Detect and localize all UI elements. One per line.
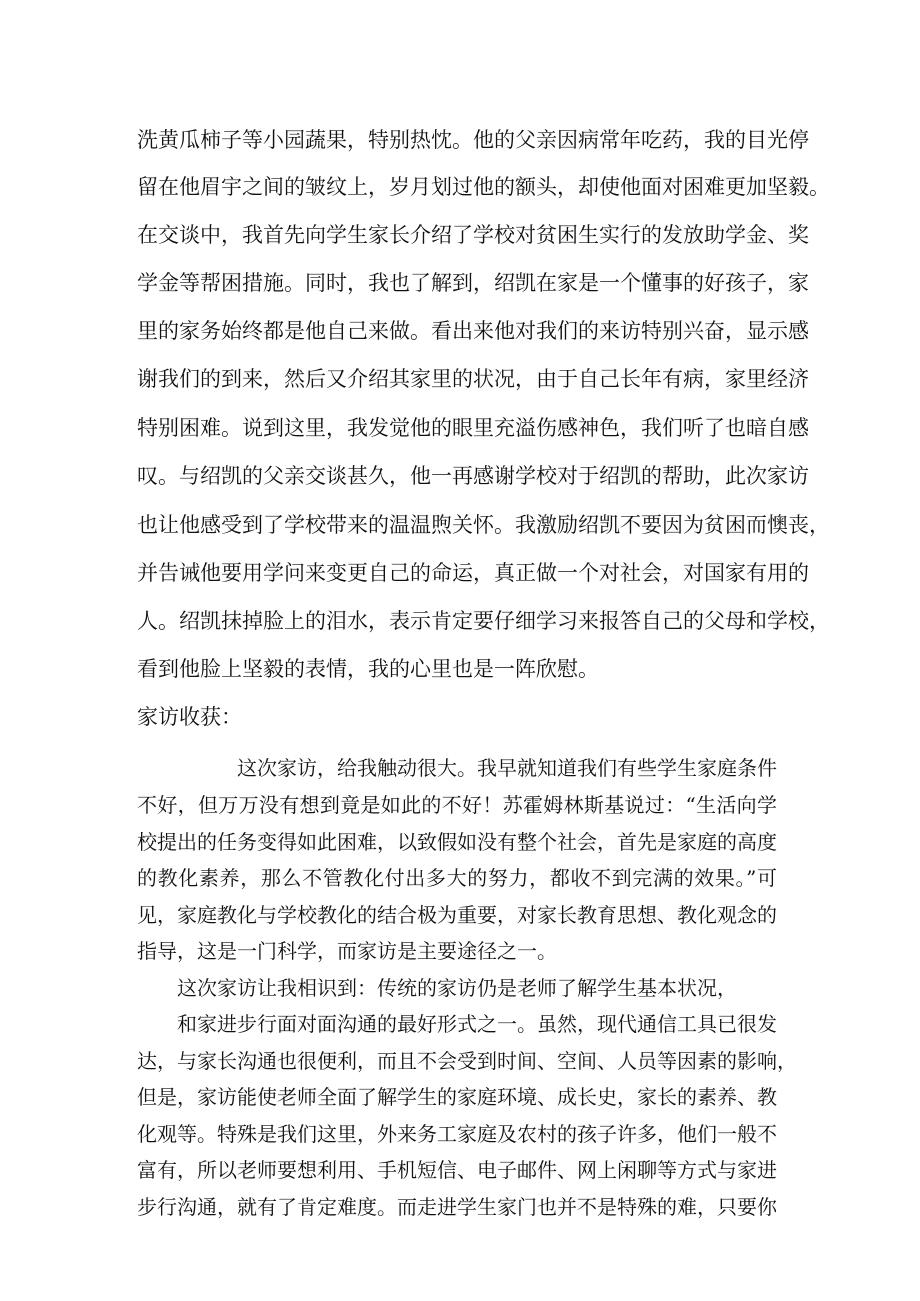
paragraph-line: 看到他脸上坚毅的表情，我的心里也是一阵欣慰。: [137, 657, 599, 681]
paragraph-line: 并告诫他要用学问来变更自己的命运，真正做一个对社会，对国家有用的: [137, 561, 809, 585]
paragraph-line: 留在他眉宇之间的皱纹上，岁月划过他的额头，却使他面对困难更加坚毅。: [137, 175, 830, 199]
paragraph-line: 富有，所以老师要想利用、手机短信、电子邮件、网上闲聊等方式与家进: [137, 1158, 777, 1182]
paragraph-line: 和家进步行面对面沟通的最好形式之一。虽然，现代通信工具已很发: [177, 1012, 777, 1036]
paragraph-line: 校提出的任务变得如此困难，以致假如没有整个社会，首先是家庭的高度: [137, 830, 777, 854]
paragraph-line: 见，家庭教化与学校教化的结合极为重要，对家长教育思想、教化观念的: [137, 903, 777, 927]
paragraph-line: 叹。与绍凯的父亲交谈甚久，他一再感谢学校对于绍凯的帮助，此次家访: [137, 464, 809, 488]
paragraph-line: 谢我们的到来，然后又介绍其家里的状况，由于自己长年有病，家里经济: [137, 367, 809, 391]
paragraph-line: 的教化素养，那么不管教化付出多大的努力，都收不到完满的效果。”可: [137, 866, 777, 890]
paragraph-line: 步行沟通，就有了肯定难度。而走进学生家门也并不是特殊的难，只要你: [137, 1195, 777, 1219]
paragraph-line: 指导，这是一门科学，而家访是主要途径之一。: [137, 939, 557, 963]
paragraph-line: 这次家访，给我触动很大。我早就知道我们有些学生家庭条件: [237, 756, 777, 780]
paragraph-line: 也让他感受到了学校带来的温温煦关怀。我激励绍凯不要因为贫困而懊丧，: [137, 513, 830, 537]
paragraph-line: 达，与家长沟通也很便利，而且不会受到时间、空间、人员等因素的影响，: [137, 1049, 797, 1073]
paragraph-line: 这次家访让我相识到：传统的家访仍是老师了解学生基本状况，: [177, 976, 737, 1000]
paragraph-line: 洗黄瓜柿子等小园蔬果，特别热忱。他的父亲因病常年吃药，我的目光停: [137, 128, 809, 152]
paragraph-line: 不好，但万万没有想到竟是如此的不好！苏霍姆林斯基说过：“生活向学: [137, 793, 777, 817]
section-heading: 家访收获：: [137, 705, 242, 729]
paragraph-line: 在交谈中，我首先向学生家长介绍了学校对贫困生实行的发放助学金、奖: [137, 223, 809, 247]
paragraph-line: 里的家务始终都是他自己来做。看出来他对我们的来访特别兴奋，显示感: [137, 319, 809, 343]
paragraph-line: 特别困难。说到这里，我发觉他的眼里充溢伤感神色，我们听了也暗自感: [137, 416, 809, 440]
paragraph-line: 学金等帮困措施。同时，我也了解到，绍凯在家是一个懂事的好孩子，家: [137, 271, 809, 295]
paragraph-line: 人。绍凯抹掉脸上的泪水，表示肯定要仔细学习来报答自己的父母和学校，: [137, 609, 830, 633]
paragraph-line: 但是，家访能使老师全面了解学生的家庭环境、成长史，家长的素养、教: [137, 1085, 777, 1109]
paragraph-line: 化观等。特殊是我们这里，外来务工家庭及农村的孩子许多，他们一般不: [137, 1122, 777, 1146]
